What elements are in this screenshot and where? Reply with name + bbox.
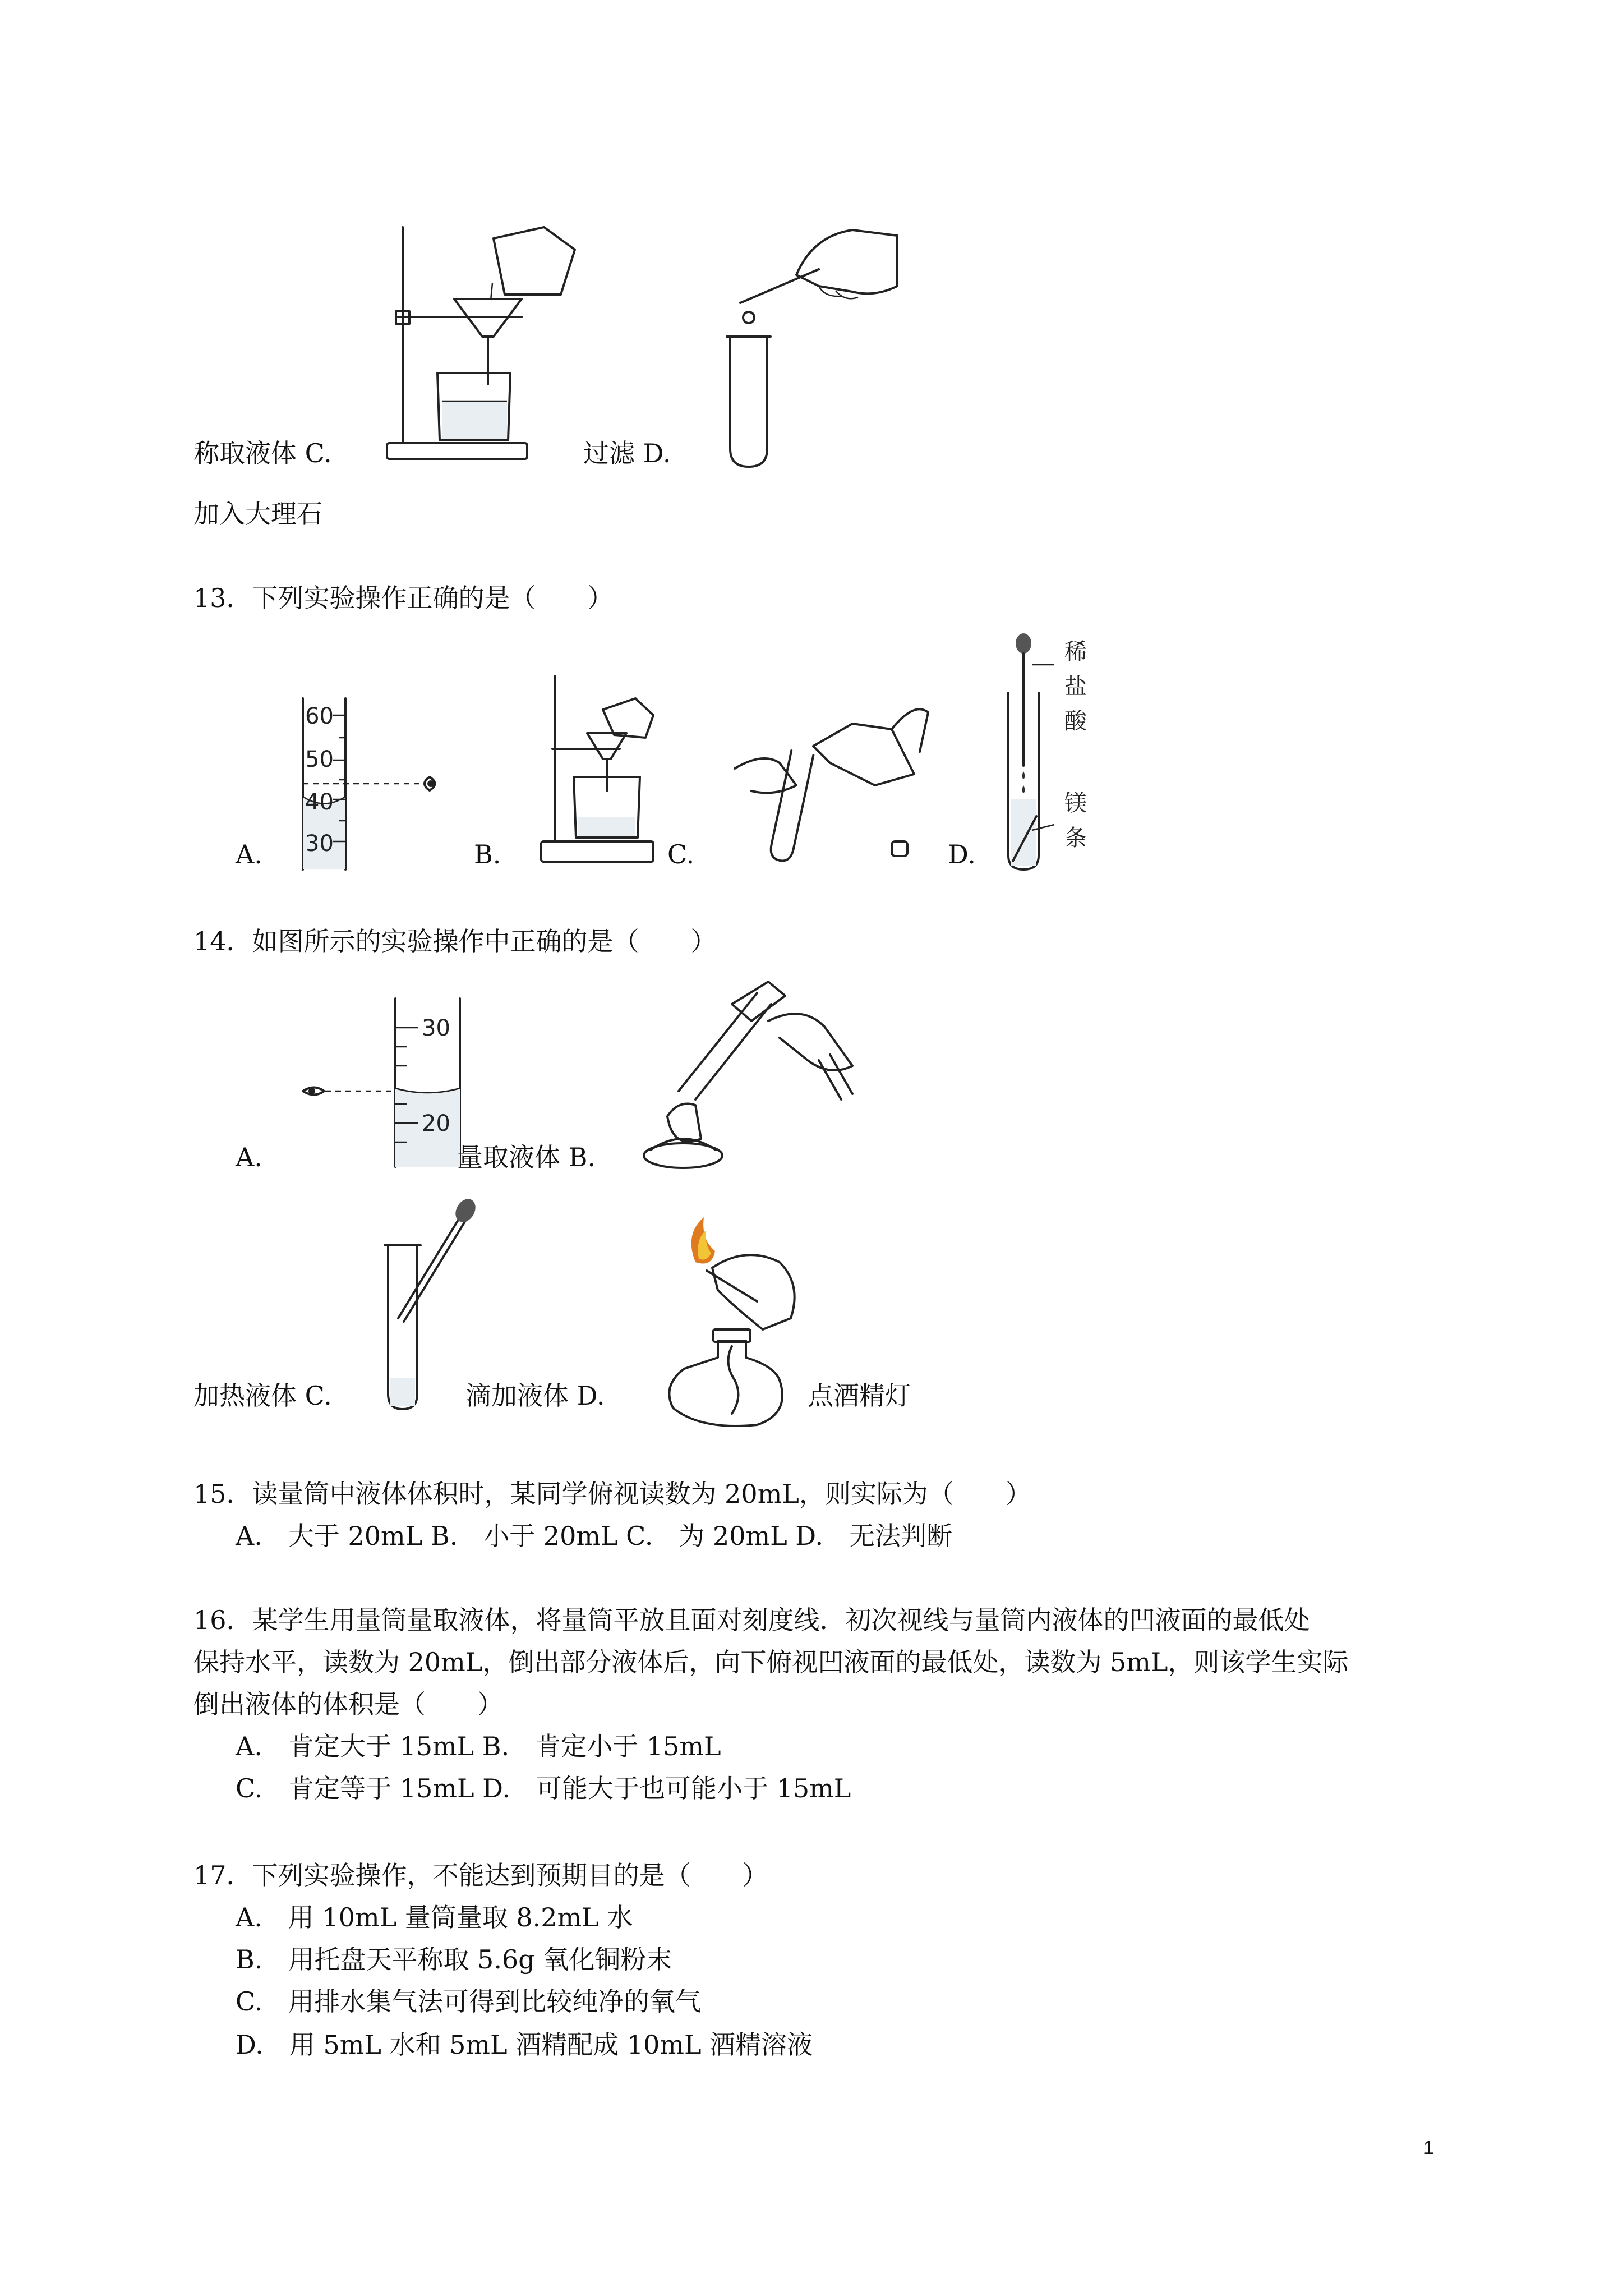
cylinder-tick-30: 30 [422,1015,450,1041]
q13a-graduated-cylinder-figure [297,693,465,872]
cylinder-tick-50: 50 [305,747,334,772]
q14a-cylinder-reading-figure [292,993,471,1172]
q14-option-a-caption: 量取液体 B. [457,1142,596,1172]
label-dilute-hcl-3: 酸 [1064,708,1087,734]
q13-stem: 13．下列实验操作正确的是（ ） [193,583,614,613]
q17-option-d: D. 用 5mL 水和 5mL 酒精配成 10mL 酒精溶液 [236,2030,813,2060]
label-magnesium-2: 条 [1064,825,1087,851]
q14-option-a-label: A. [236,1142,262,1172]
cylinder-tick-40: 40 [305,789,334,815]
q12-option-d-caption: 加入大理石 [193,499,322,529]
q14-option-c-caption: 滴加液体 D. [465,1381,605,1411]
label-dilute-hcl-1: 稀 [1064,639,1087,665]
filtration-apparatus-figure [376,216,589,466]
q13d-dropper-acid-figure [993,631,1116,872]
q16-stem-line-3: 倒出液体的体积是（ ） [193,1689,503,1719]
q14-stem: 14．如图所示的实验操作中正确的是（ ） [193,926,717,956]
q13-option-b-label: B. [474,839,501,869]
cylinder-tick-60: 60 [305,703,334,729]
q16-stem-line-1: 16．某学生用量筒量取液体，将量筒平放且面对刻度线．初次视线与量筒内液体的凹液面的最低处 [193,1605,1310,1635]
label-magnesium-1: 镁 [1064,790,1087,816]
q12-option-b-caption: 称取液体 C. [193,438,332,468]
q16-options-cd: C. 肯定等于 15mL D. 可能大于也可能小于 15mL [236,1773,851,1803]
eye-icon [308,1088,315,1094]
q14-option-d-caption: 点酒精灯 [808,1381,911,1411]
q13b-filtration-figure [536,670,665,867]
label-dilute-hcl-2: 盐 [1064,674,1087,700]
marble-into-test-tube-figure [707,224,909,471]
eye-icon [427,780,434,787]
q16-stem-line-2: 保持水平，读数为 20mL，倒出部分液体后，向下俯视凹液面的最低处，读数为 5mL，则该学生实际 [193,1647,1349,1677]
cylinder-tick-30: 30 [305,831,334,857]
q17-option-b: B. 用托盘天平称取 5.6g 氧化铜粉末 [236,1944,672,1975]
q17-stem: 17．下列实验操作，不能达到预期目的是（ ） [193,1860,768,1890]
q13-option-c-label: C. [667,839,695,869]
q13-option-a-label: A. [236,839,262,869]
q17-option-a: A. 用 10mL 量筒量取 8.2mL 水 [236,1902,633,1932]
page-number: 1 [1423,2137,1434,2159]
q14-option-b-caption: 加热液体 C. [193,1381,332,1411]
q15-stem: 15．读量筒中液体体积时，某同学俯视读数为 20mL，则实际为（ ） [193,1479,1031,1509]
q14b-heating-test-tube-figure [639,970,864,1172]
q13c-pouring-liquid-figure [729,679,942,869]
q13-option-d-label: D. [948,839,976,869]
q12-option-c-caption: 过滤 D. [583,438,671,468]
q17-option-c: C. 用排水集气法可得到比较纯净的氧气 [236,1986,702,2017]
q14d-lighting-alcohol-lamp-figure [651,1217,819,1430]
q15-options: A. 大于 20mL B. 小于 20mL C. 为 20mL D. 无法判断 [236,1521,953,1551]
q16-options-ab: A. 肯定大于 15mL B. 肯定小于 15mL [236,1731,721,1761]
cylinder-tick-20: 20 [422,1111,450,1137]
